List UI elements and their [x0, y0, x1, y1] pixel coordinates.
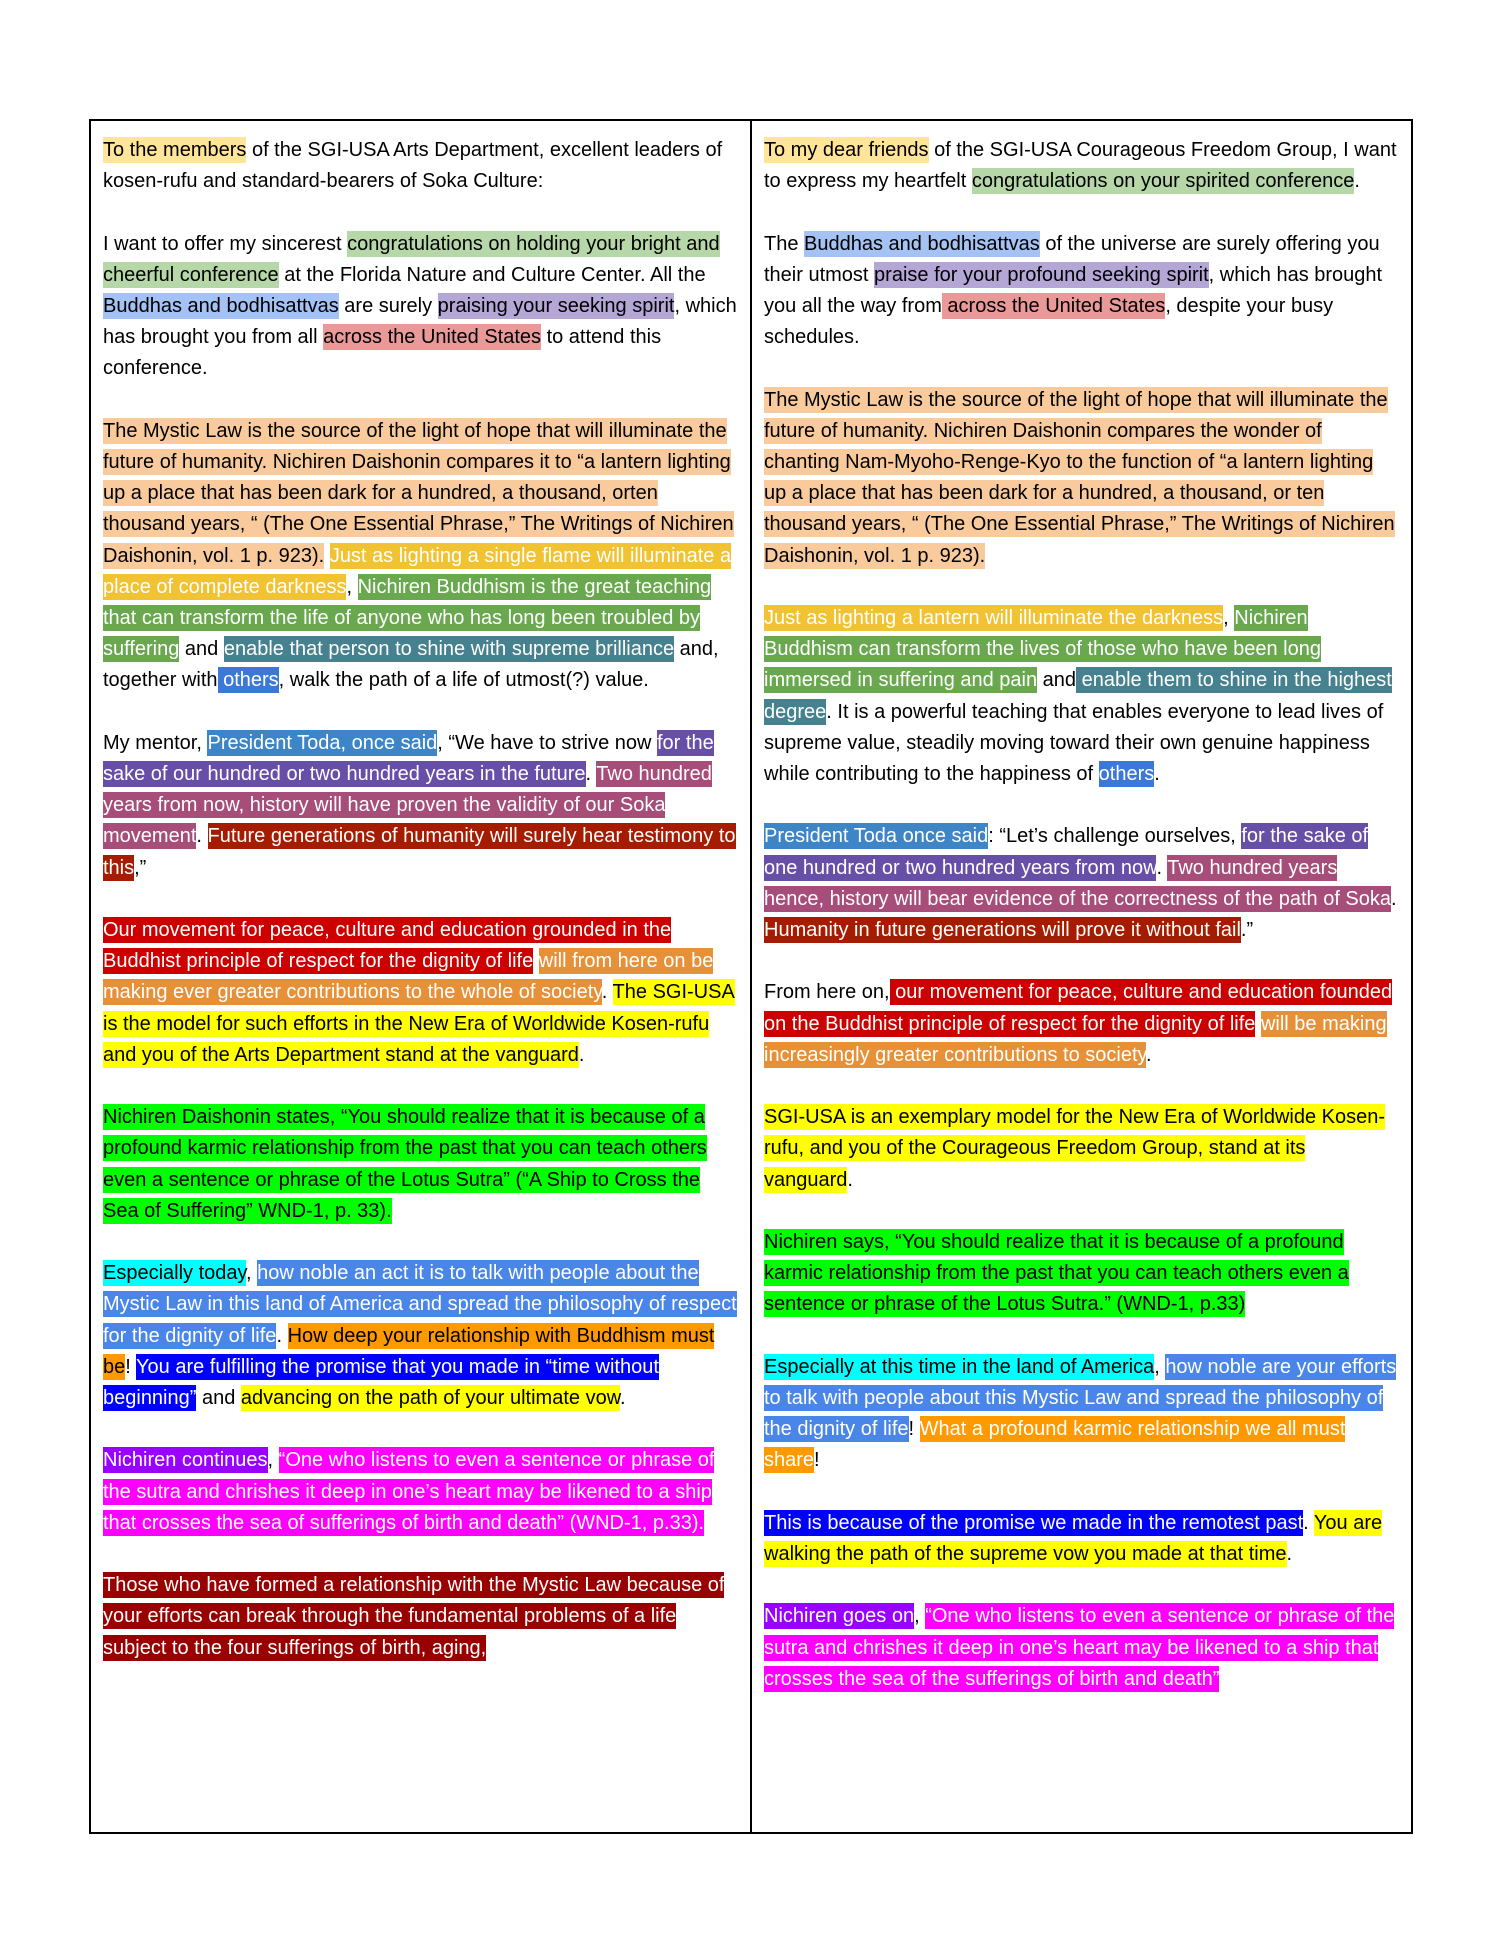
paragraph: [764, 1227, 1399, 1321]
highlighted-phrase: “One who listens to even a sentence or phrase of the sutra and chrishes it deep in one’s heart may be likened to a ship that crosses the sea of the sufferings of birth and death”: [764, 1605, 1395, 1690]
highlighted-phrase: Nichiren goes on: [764, 1605, 915, 1628]
plain-text: of the SGI-USA Courageous Freedom Group, I want to express my heartfelt: [764, 139, 1397, 193]
highlighted-phrase: praising your seeking spirit: [437, 295, 675, 317]
highlighted-phrase: will be making increasingly greater contributions to society: [764, 1012, 1387, 1066]
paragraph: [764, 1508, 1399, 1570]
plain-text: , walk the path of a life of utmost(?) value.: [278, 669, 649, 692]
plain-text: ,: [346, 575, 358, 598]
paragraph: [103, 135, 738, 197]
highlighted-phrase: Our movement for peace, culture and education grounded in the Buddhist principle of respect for the dignity of life: [103, 919, 672, 973]
highlighted-phrase: President Toda, once said: [207, 731, 438, 754]
plain-text: !: [125, 1355, 137, 1378]
comparison-table: [89, 119, 1413, 1834]
plain-text: .: [620, 1387, 626, 1410]
highlighted-phrase: for the sake of our hundred or two hundred years in the future: [103, 731, 714, 786]
highlighted-phrase: Two hundred years from now, history will have proven the validity of our Soka movement: [103, 763, 712, 848]
plain-text: ,: [1223, 607, 1235, 629]
plain-text: .: [847, 1168, 853, 1191]
plain-text: .: [1391, 887, 1397, 910]
plain-text: .: [585, 763, 597, 786]
plain-text: !: [814, 1449, 820, 1472]
plain-text: [533, 950, 539, 972]
plain-text: at the Florida Nature and Culture Center. All the: [278, 263, 706, 286]
plain-text: , despite your busy schedules.: [764, 295, 1334, 349]
highlighted-phrase: Nichiren continues: [103, 1449, 268, 1472]
plain-text: .: [196, 825, 208, 848]
plain-text: .: [1154, 763, 1160, 786]
highlighted-phrase: Humanity in future generations will prove it without fail: [764, 919, 1241, 942]
plain-text: of the SGI-USA Arts Department, excellent leaders of kosen-rufu and standard-bearers of Soka Culture:: [103, 139, 723, 193]
paragraph: [103, 416, 738, 697]
highlighted-phrase: The Mystic Law is the source of the light of hope that will illuminate the future of humanity. Nichiren Daishonin compares the wonder of chanting Nam-Myoho-Renge-Kyo to the function of “a lantern lighting up a place that has been dark for a hundred, a thousand, or ten thousand years, “ (The One Essential Phrase,” The Writings of Nichiren Daishonin, vol. 1 p. 923).: [764, 388, 1395, 567]
highlighted-phrase: our movement for peace, culture and education founded on the Buddhist principle of respect for the dignity of life: [764, 981, 1393, 1035]
highlighted-phrase: This is because of the promise we made in the remotest past: [764, 1511, 1304, 1534]
plain-text: ,”: [134, 856, 147, 879]
plain-text: . It is a powerful teaching that enables everyone to lead lives of supreme value, steadily moving toward their own genuine happiness while contributing to the happiness of: [764, 700, 1384, 786]
plain-text: are surely: [338, 295, 438, 317]
paragraph: [103, 915, 738, 1071]
plain-text: .: [276, 1324, 288, 1347]
plain-text: , “We have to strive now: [437, 731, 657, 754]
paragraph: [764, 977, 1399, 1071]
highlighted-phrase: How deep your relationship with Buddhism must be: [103, 1324, 715, 1378]
highlighted-phrase: congratulations on holding your bright and cheerful conference: [103, 232, 720, 286]
plain-text: The: [764, 232, 805, 255]
highlighted-phrase: SGI-USA is an exemplary model for the New Era of Worldwide Kosen-rufu, and you of the Courageous Freedom Group, stand at its vanguard: [764, 1106, 1385, 1191]
highlighted-phrase: for the sake of one hundred or two hundred years from now: [764, 825, 1369, 879]
paragraph: [764, 1102, 1399, 1196]
plain-text: .: [1286, 1543, 1293, 1565]
highlighted-phrase: To my dear friends: [764, 139, 929, 161]
plain-text: I want to offer my sincerest: [103, 232, 348, 255]
highlighted-phrase: enable them to shine in the highest degree: [764, 669, 1392, 723]
plain-text: .: [578, 1043, 585, 1066]
highlighted-phrase: will from here on be making ever greater contributions to the whole of society: [103, 950, 714, 1004]
plain-text: From here on,: [764, 981, 890, 1004]
highlighted-phrase: Buddhas and bodhisattvas: [804, 232, 1040, 255]
paragraph: [764, 603, 1399, 790]
plain-text: , which has brought you all the way from: [764, 263, 1383, 317]
paragraph: [103, 1102, 738, 1227]
highlighted-phrase: how noble an act it is to talk with people about the Mystic Law in this land of America and spread the philosophy of respect for the dignity of life: [103, 1262, 737, 1347]
highlighted-phrase: Those who have formed a relationship with the Mystic Law because of your efforts can break through the fundamental problems of a life subject to the four sufferings of birth, aging,: [103, 1574, 725, 1659]
highlighted-phrase: To the members: [103, 139, 247, 161]
plain-text: and: [196, 1387, 241, 1410]
plain-text: to attend this conference.: [103, 326, 662, 380]
plain-text: , which has brought you from all: [103, 295, 737, 349]
plain-text: .: [1156, 856, 1168, 879]
highlighted-phrase: how noble are your efforts to talk with people about this Mystic Law and spread the philosophy of the dignity of life: [764, 1355, 1397, 1441]
paragraph: [764, 1601, 1399, 1695]
highlighted-phrase: President Toda once said: [764, 825, 989, 848]
highlighted-phrase: across the United States: [941, 295, 1166, 317]
plain-text: !: [908, 1418, 920, 1441]
highlighted-phrase: What a profound karmic relationship we all must share: [764, 1418, 1346, 1472]
highlighted-phrase: Future generations of humanity will surely hear testimony to this: [103, 825, 736, 879]
paragraph: [764, 1352, 1399, 1477]
highlighted-phrase: Nichiren Buddhism can transform the lives of those who have been long immersed in suffering and pain: [764, 607, 1321, 692]
plain-text: My mentor,: [103, 731, 208, 754]
paragraph: [103, 728, 738, 884]
paragraph: [764, 385, 1399, 572]
highlighted-phrase: others: [217, 669, 279, 692]
highlighted-phrase: across the United States: [323, 326, 542, 349]
highlighted-phrase: The Mystic Law is the source of the light of hope that will illuminate the future of humanity. Nichiren Daishonin compares it to “a lantern lighting up a place that has been dark for a hundred, a thousand, orten thousand years, “ (The One Essential Phrase,” The Writings of Nichiren Daishonin, vol. 1 p. 923).: [103, 419, 734, 567]
highlighted-phrase: Nichiren Buddhism is the great teaching that can transform the life of anyone who has long been troubled by suffering: [103, 575, 712, 661]
highlighted-phrase: Two hundred years hence, history will bear evidence of the correctness of the path of Soka: [764, 856, 1392, 910]
paragraph: [103, 1570, 738, 1664]
paragraph: [764, 135, 1399, 197]
plain-text: and: [179, 638, 224, 661]
plain-text: ,: [246, 1262, 258, 1285]
plain-text: ,: [1154, 1355, 1166, 1378]
highlighted-phrase: Nichiren Daishonin states, “You should realize that it is because of a profound karmic relationship from the past that you can teach others even a sentence or phrase of the Lotus Sutra” (“A Ship to Cross the Sea of Suffering” WND-1, p. 33).: [103, 1106, 707, 1222]
paragraph: [764, 821, 1399, 946]
plain-text: ,: [914, 1605, 926, 1628]
plain-text: .: [601, 981, 613, 1004]
plain-text: [324, 545, 330, 567]
highlighted-phrase: Nichiren says, “You should realize that it is because of a profound karmic relationship from the past that you can teach others even a sentence or phrase of the Lotus Sutra.” (WND-1, p.33): [764, 1231, 1349, 1316]
highlighted-phrase: Just as lighting a lantern will illuminate the darkness: [764, 607, 1224, 629]
paragraph: [764, 229, 1399, 354]
highlighted-phrase: praise for your profound seeking spirit: [874, 263, 1209, 286]
highlighted-phrase: Especially today: [103, 1262, 247, 1285]
highlighted-phrase: “One who listens to even a sentence or phrase of the sutra and chrishes it deep in one’s heart may be likened to a ship that crosses the sea of sufferings of birth and death” (WND-1, p.33).: [103, 1449, 715, 1534]
plain-text: .”: [1240, 919, 1254, 942]
plain-text: ,: [267, 1449, 279, 1472]
right-column-revised-translation: [752, 121, 1411, 1832]
highlighted-phrase: You are walking the path of the supreme vow you made at that time: [764, 1511, 1383, 1565]
highlighted-phrase: You are fulfilling the promise that you made in “time without beginning”: [103, 1355, 659, 1410]
highlighted-phrase: Just as lighting a single flame will illuminate a place of complete darkness: [103, 544, 732, 598]
plain-text: .: [1303, 1511, 1314, 1534]
highlighted-phrase: others: [1098, 763, 1155, 786]
plain-text: of the universe are surely offering you their utmost: [764, 232, 1380, 286]
plain-text: .: [1354, 170, 1360, 193]
highlighted-phrase: enable that person to shine with supreme brilliance: [223, 638, 675, 661]
plain-text: : “Let’s challenge ourselves,: [988, 825, 1242, 848]
highlighted-phrase: congratulations on your spirited conference: [971, 170, 1355, 193]
left-column-original-translation: [91, 121, 752, 1832]
highlighted-phrase: The SGI-USA is the model for such efforts in the New Era of Worldwide Kosen-rufu and you of the Arts Department stand at the vanguard: [103, 981, 735, 1066]
plain-text: and, together with: [103, 638, 719, 692]
highlighted-phrase: Buddhas and bodhisattvas: [103, 295, 339, 317]
highlighted-phrase: Especially at this time in the land of America: [764, 1355, 1155, 1378]
paragraph: [103, 1258, 738, 1414]
highlighted-phrase: advancing on the path of your ultimate vow: [240, 1387, 621, 1410]
paragraph: [103, 229, 738, 385]
paragraph: [103, 1445, 738, 1539]
plain-text: .: [1146, 1043, 1152, 1066]
plain-text: and: [1037, 669, 1077, 692]
